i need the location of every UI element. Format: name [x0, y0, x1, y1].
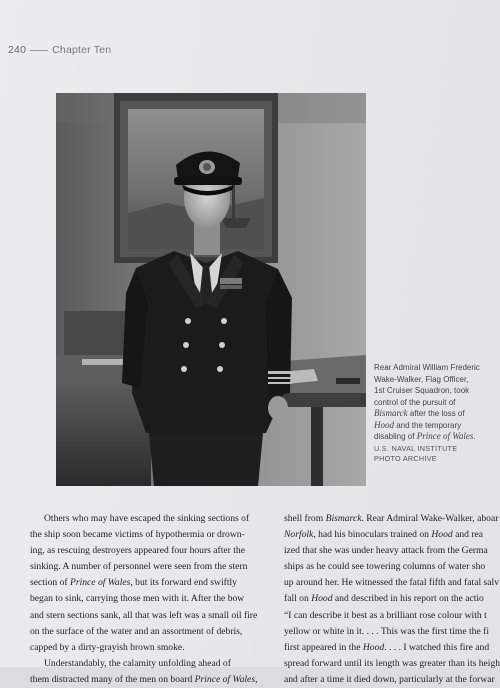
- credit-line: U.S. NAVAL INSTITUTE: [374, 443, 458, 453]
- text-line: ized that she was under heavy attack from the Germa: [284, 545, 488, 557]
- caption-line: Hood and the temporary: [374, 419, 462, 430]
- officer-photo: [56, 93, 366, 486]
- body-text-right-column: [284, 511, 500, 688]
- running-head: [8, 44, 111, 56]
- text-line: “I can describe it best as a brilliant rose colour with t: [284, 609, 487, 621]
- caption-line: Rear Admiral William Frederic: [374, 363, 480, 372]
- caption-line: Wake-Walker, Flag Officer,: [374, 374, 469, 384]
- page-number: 240: [8, 44, 27, 56]
- text-line: up around her. He witnessed the fatal fifth and fatal salv: [284, 577, 499, 589]
- photo-caption: [374, 362, 500, 464]
- text-line: Others who may have escaped the sinking sections of: [44, 513, 250, 524]
- text-line: and after a time it died down, particularly at the forwar: [284, 673, 495, 685]
- running-head-rule: [30, 50, 48, 51]
- text-line: first appeared in the Hood. . . . I watched this fire and: [284, 641, 490, 653]
- caption-line: Bismarck after the loss of: [374, 408, 465, 418]
- caption-line: control of the pursuit of: [374, 397, 456, 407]
- text-line: began to sink, carrying those men with it. After the bow: [30, 593, 245, 605]
- text-line: spread forward until its length was greater than its heigh: [284, 657, 500, 669]
- text-line: ing, as rescuing destroyers appeared four hours after the: [30, 545, 245, 557]
- caption-line: 1st Cruiser Squadron, took: [374, 386, 470, 395]
- photo-credit: [374, 444, 500, 464]
- text-line: and stern sections sank, all that was left was a small oil fire: [30, 609, 258, 621]
- text-line: Understandably, the calamity unfolding ahead of: [44, 657, 231, 669]
- text-line: ships as he could see towering columns of water sho: [284, 561, 486, 573]
- text-line: shell from Bismarck. Rear Admiral Wake-Walker, aboar: [284, 513, 499, 524]
- text-line: them distracted many of the men on board Prince of Wales,: [30, 673, 258, 685]
- credit-line: PHOTO ARCHIVE: [374, 453, 437, 463]
- text-line: yellow or white in it. . . . This was the first time the fi: [284, 625, 489, 637]
- text-line: capped by a dirty-grayish brown smoke.: [30, 641, 185, 653]
- body-text-left-column: [30, 511, 262, 688]
- text-line: on the surface of the water and an assortment of debris,: [30, 625, 243, 637]
- chapter-title: Chapter Ten: [52, 44, 112, 56]
- text-line: the ship soon became victims of hypothermia or drown-: [30, 529, 245, 541]
- text-line: sinking. A number of personnel were seen from the stern: [30, 561, 248, 573]
- caption-line: disabling of Prince of Wales.: [374, 431, 476, 441]
- text-line: section of Prince of Wales, but its forward end swiftly: [30, 577, 237, 589]
- text-line: Norfolk, had his binoculars trained on Hood and rea: [284, 529, 484, 541]
- text-line: fall on Hood and described in his report on the actio: [284, 593, 484, 605]
